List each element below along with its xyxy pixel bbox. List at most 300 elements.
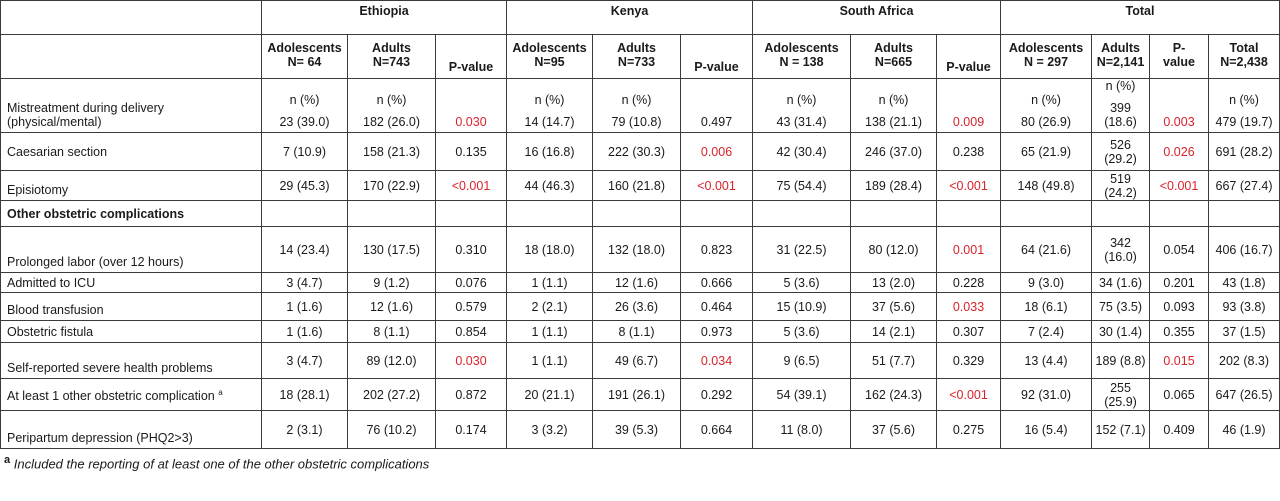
row-label [1,133,262,171]
p-value-cell [937,171,1001,201]
value-cell [753,133,851,171]
value-cell [851,321,937,343]
p-value-cell [1150,411,1209,449]
value-cell [753,411,851,449]
cell-value: 42 (30.4) [776,144,827,159]
p-value-cell [937,293,1001,321]
subheader-line1: P-value [448,60,494,74]
cell-value: 26 (3.6) [614,299,659,314]
unit-label: n (%) [1105,79,1136,93]
p-value: 0.275 [952,422,985,437]
p-value: 0.201 [1163,275,1195,290]
cell-value: 130 (17.5) [363,242,420,257]
p-value-cell [937,79,1001,133]
cell-value: 30 (1.4) [1098,324,1143,339]
subheader-cell [937,35,1001,79]
p-value: 0.872 [455,387,487,402]
p-value: 0.854 [455,324,487,339]
p-value-cell [681,379,753,411]
value-cell [507,293,593,321]
row-label [1,321,262,343]
subheader-line2: N=733 [617,55,656,69]
footnote [4,452,1280,472]
p-value-cell [937,343,1001,379]
empty-cell [1001,201,1092,227]
value-cell [851,293,937,321]
row-label [1,171,262,201]
corner-cell [1,1,262,35]
cell-value: 49 (6.7) [614,353,659,368]
cell-value: 16 (5.4) [1024,422,1068,437]
p-value-cell [436,273,507,293]
empty-cell [436,201,507,227]
cell-value: 246 (37.0) [865,144,922,159]
cell-value: 1 (1.1) [531,353,568,368]
value-cell [1209,79,1280,133]
cell-value: 399 (18.6) [1104,101,1137,129]
p-value: 0.076 [455,275,487,290]
cell-value: 23 (39.0) [279,115,330,129]
cell-value: 202 (8.3) [1219,353,1270,368]
p-value: 0.001 [952,242,985,257]
value-cell [1092,321,1150,343]
p-value: 0.292 [700,387,733,402]
row-label-text: Prolonged labor (over 12 hours) [7,255,184,269]
value-cell [348,273,436,293]
p-value: 0.093 [1163,299,1195,314]
value-cell [507,321,593,343]
cell-value: 11 (8.0) [780,422,823,437]
row-label [1,293,262,321]
subheader-cell [593,35,681,79]
cell-value: 18 (18.0) [524,242,575,257]
cell-value: 37 (5.6) [871,422,916,437]
p-value: 0.026 [1163,144,1195,159]
row-label-text: Admitted to ICU [7,275,96,290]
subheader-line1: P-value [694,60,739,74]
footnote-ref: a [218,387,223,397]
country-total: Total [1001,1,1280,35]
p-value-cell [937,227,1001,273]
p-value: 0.033 [952,299,985,314]
p-value-cell [681,293,753,321]
cell-value: 5 (3.6) [783,324,820,339]
subheader-line1: Adolescents [764,41,839,55]
p-value: 0.238 [952,144,985,159]
value-cell [753,379,851,411]
cell-value: 18 (28.1) [279,387,330,402]
cell-value: 2 (2.1) [531,299,568,314]
value-cell [593,411,681,449]
p-value-cell [681,411,753,449]
p-value-cell [436,293,507,321]
subheader-line2: N= 64 [287,55,322,69]
row-label [1,379,262,411]
cell-value: 64 (21.6) [1021,242,1072,257]
p-value-cell [1150,79,1209,133]
p-value-cell [937,273,1001,293]
row-label-text: Other obstetric complications [7,206,185,221]
cell-value: 7 (2.4) [1027,324,1065,339]
cell-value: 9 (3.0) [1027,275,1065,290]
unit-label: n (%) [534,93,565,107]
cell-value: 170 (22.9) [363,178,420,193]
p-value-cell [436,343,507,379]
cell-value: 162 (24.3) [865,387,922,402]
country-kenya: Kenya [507,1,753,35]
value-cell [593,227,681,273]
value-cell [348,321,436,343]
p-value: 0.355 [1163,324,1195,339]
cell-value: 20 (21.1) [524,387,575,402]
value-cell [1209,273,1280,293]
value-cell [593,343,681,379]
value-cell [851,79,937,133]
p-value: 0.307 [952,324,985,339]
value-cell [753,227,851,273]
p-value: 0.003 [1163,115,1195,129]
table-body [1,79,1280,449]
cell-value: 9 (1.2) [373,275,410,290]
cell-value: 14 (14.7) [524,115,575,129]
cell-value: 51 (7.7) [871,353,916,368]
empty-cell [851,201,937,227]
cell-value: 2 (3.1) [286,422,323,437]
table-row [1,321,1280,343]
cell-value: 3 (3.2) [531,422,568,437]
value-cell [1092,273,1150,293]
cell-value: 15 (10.9) [776,299,827,314]
value-cell [1092,343,1150,379]
subheader-cell [1209,35,1280,79]
value-cell [1209,227,1280,273]
cell-value: 14 (23.4) [279,242,330,257]
cell-value: 1 (1.6) [286,324,323,339]
subheader-line2: N=95 [534,55,565,69]
value-cell [1092,379,1150,411]
p-value: 0.030 [455,115,487,129]
unit-label: n (%) [376,93,407,107]
p-value-cell [681,343,753,379]
subheader-cell [348,35,436,79]
subheader-cell [1092,35,1150,79]
p-value-cell [436,227,507,273]
p-value: <0.001 [697,178,736,193]
value-cell [1209,411,1280,449]
empty-cell [1092,201,1150,227]
cell-value: 54 (39.1) [776,387,827,402]
value-cell [262,321,348,343]
value-cell [262,411,348,449]
cell-value: 93 (3.8) [1222,299,1266,314]
row-label-text: Peripartum depression (PHQ2>3) [7,431,193,445]
cell-value: 31 (22.5) [776,242,827,257]
p-value: 0.135 [455,144,487,159]
value-cell [262,343,348,379]
cell-value: 92 (31.0) [1021,387,1072,402]
p-value-cell [681,79,753,133]
cell-value: 79 (10.8) [611,115,662,129]
cell-value: 12 (1.6) [614,275,659,290]
row-label [1,227,262,273]
subheader-cell [681,35,753,79]
row-label [1,411,262,449]
cell-value: 182 (26.0) [363,115,420,129]
value-cell [1209,133,1280,171]
row-label-text: Obstetric fistula [7,324,94,339]
value-cell [1092,411,1150,449]
empty-cell [593,201,681,227]
row-label-text: At least 1 other obstetric complication [7,389,215,404]
unit-label: n (%) [1229,93,1259,107]
subheader-line1: P-value [946,60,991,74]
value-cell [851,133,937,171]
row-label-text: Self-reported severe health problems [7,361,213,375]
subheader-cell [1150,35,1209,79]
subheader-line2: N=2,141 [1096,55,1145,69]
value-cell [851,227,937,273]
value-cell [348,411,436,449]
table-row [1,227,1280,273]
p-value-cell [1150,293,1209,321]
p-value: 0.664 [700,422,733,437]
unit-label: n (%) [878,93,909,107]
subheader-row [1,35,1280,79]
empty-cell [681,201,753,227]
value-cell [1209,171,1280,201]
value-cell [1001,411,1092,449]
p-value: 0.666 [700,275,733,290]
value-cell [262,379,348,411]
row-label-text: Mistreatment during delivery (physical/mental) [7,101,165,129]
value-cell [1001,379,1092,411]
value-cell [1092,79,1150,133]
table-row [1,201,1280,227]
p-value-cell [937,379,1001,411]
cell-value: 34 (1.6) [1098,275,1143,290]
subheader-line2: N=2,438 [1220,55,1268,69]
value-cell [507,411,593,449]
subheader-line1: Adults [372,41,411,55]
subheader-cell [436,35,507,79]
p-value: 0.006 [700,144,733,159]
cell-value: 406 (16.7) [1215,242,1273,257]
p-value: 0.329 [952,353,985,368]
cell-value: 18 (6.1) [1024,299,1068,314]
cell-value: 189 (8.8) [1095,353,1146,368]
cell-value: 8 (1.1) [373,324,410,339]
p-value: 0.054 [1163,242,1195,257]
value-cell [507,171,593,201]
value-cell [851,379,937,411]
empty-cell [348,201,436,227]
row-label [1,343,262,379]
subheader-blank [1,35,262,79]
empty-cell [262,201,348,227]
cell-value: 189 (28.4) [865,178,922,193]
p-value: 0.464 [700,299,733,314]
cell-value: 8 (1.1) [618,324,655,339]
empty-cell [1150,201,1209,227]
footnote-text: Included the reporting of at least one of the other obstetric complications [13,456,430,472]
table-row [1,79,1280,133]
value-cell [1092,293,1150,321]
value-cell [1001,227,1092,273]
p-value: 0.823 [700,242,733,257]
subheader-cell [851,35,937,79]
cell-value: 39 (5.3) [614,422,659,437]
cell-value: 80 (26.9) [1021,115,1072,129]
value-cell [1001,273,1092,293]
p-value-cell [937,133,1001,171]
value-cell [593,133,681,171]
row-label-text: Episiotomy [7,183,69,197]
value-cell [262,227,348,273]
empty-cell [1209,201,1280,227]
cell-value: 519 (24.2) [1104,171,1137,200]
subheader-line1: Adolescents [512,41,587,55]
value-cell [851,171,937,201]
p-value: <0.001 [1159,178,1199,193]
value-cell [1092,227,1150,273]
value-cell [1209,343,1280,379]
value-cell [753,273,851,293]
value-cell [262,79,348,133]
subheader-line2: value [1163,55,1195,69]
value-cell [593,379,681,411]
country-header-row [1,1,1280,35]
value-cell [262,133,348,171]
value-cell [1001,343,1092,379]
p-value-cell [681,171,753,201]
subheader-cell [1001,35,1092,79]
value-cell [348,79,436,133]
value-cell [1001,293,1092,321]
cell-value: 3 (4.7) [286,275,323,290]
subheader-line2: N=743 [372,55,411,69]
value-cell [507,133,593,171]
row-label-text: Caesarian section [7,144,108,159]
value-cell [1209,321,1280,343]
value-cell [593,321,681,343]
p-value-cell [937,411,1001,449]
p-value: 0.065 [1163,387,1195,402]
p-value-cell [1150,343,1209,379]
value-cell [1092,171,1150,201]
value-cell [507,343,593,379]
p-value: 0.009 [952,115,985,129]
subheader-line1: Adults [1101,41,1140,55]
cell-value: 43 (1.8) [1222,275,1266,290]
value-cell [851,343,937,379]
value-cell [753,171,851,201]
subheader-cell [507,35,593,79]
value-cell [851,273,937,293]
p-value: 0.034 [700,353,733,368]
empty-cell [507,201,593,227]
p-value: 0.497 [700,115,733,129]
cell-value: 691 (28.2) [1215,144,1273,159]
value-cell [753,79,851,133]
p-value-cell [436,379,507,411]
cell-value: 43 (31.4) [776,115,827,129]
value-cell [1209,379,1280,411]
p-value-cell [681,273,753,293]
cell-value: 29 (45.3) [279,178,330,193]
cell-value: 148 (49.8) [1017,178,1075,193]
empty-cell [753,201,851,227]
footnote-mark: a [4,454,11,466]
country-ethiopia: Ethiopia [262,1,507,35]
p-value: <0.001 [451,178,491,193]
value-cell [348,379,436,411]
value-cell [348,171,436,201]
value-cell [851,411,937,449]
subheader-line1: Adults [874,41,913,55]
cell-value: 342 (16.0) [1104,235,1137,264]
cell-value: 152 (7.1) [1095,422,1146,437]
p-value-cell [681,227,753,273]
cell-value: 89 (12.0) [366,353,417,368]
unit-label: n (%) [1031,93,1061,107]
value-cell [753,321,851,343]
subheader-line2: N=665 [874,55,913,69]
empty-cell [937,201,1001,227]
p-value-cell [681,133,753,171]
cell-value: 526 (29.2) [1104,137,1137,166]
cell-value: 5 (3.6) [783,275,820,290]
cell-value: 75 (3.5) [1098,299,1143,314]
value-cell [1209,293,1280,321]
p-value: 0.310 [455,242,487,257]
subheader-line1: Total [1229,41,1259,55]
p-value-cell [436,411,507,449]
p-value-cell [436,171,507,201]
row-label [1,273,262,293]
p-value: 0.579 [455,299,487,314]
subheader-line1: Adolescents [1008,41,1084,55]
p-value: 0.174 [455,422,487,437]
table-row [1,273,1280,293]
cell-value: 9 (6.5) [783,353,820,368]
cell-value: 1 (1.1) [531,275,568,290]
value-cell [1001,171,1092,201]
cell-value: 14 (2.1) [871,324,916,339]
cell-value: 37 (5.6) [871,299,916,314]
value-cell [348,293,436,321]
p-value-cell [1150,171,1209,201]
value-cell [593,79,681,133]
p-value: 0.973 [700,324,733,339]
cell-value: 80 (12.0) [868,242,919,257]
country-south-africa: South Africa [753,1,1001,35]
p-value-cell [681,321,753,343]
table-row [1,133,1280,171]
table-row [1,293,1280,321]
cell-value: 13 (2.0) [871,275,916,290]
value-cell [593,171,681,201]
cell-value: 16 (16.8) [524,144,575,159]
value-cell [507,227,593,273]
cell-value: 46 (1.9) [1222,422,1266,437]
value-cell [262,293,348,321]
value-cell [262,273,348,293]
table-row [1,171,1280,201]
row-label-text: Blood transfusion [7,303,104,317]
unit-label: n (%) [786,93,817,107]
unit-label: n (%) [289,93,320,107]
subheader-line1: Adults [617,41,656,55]
